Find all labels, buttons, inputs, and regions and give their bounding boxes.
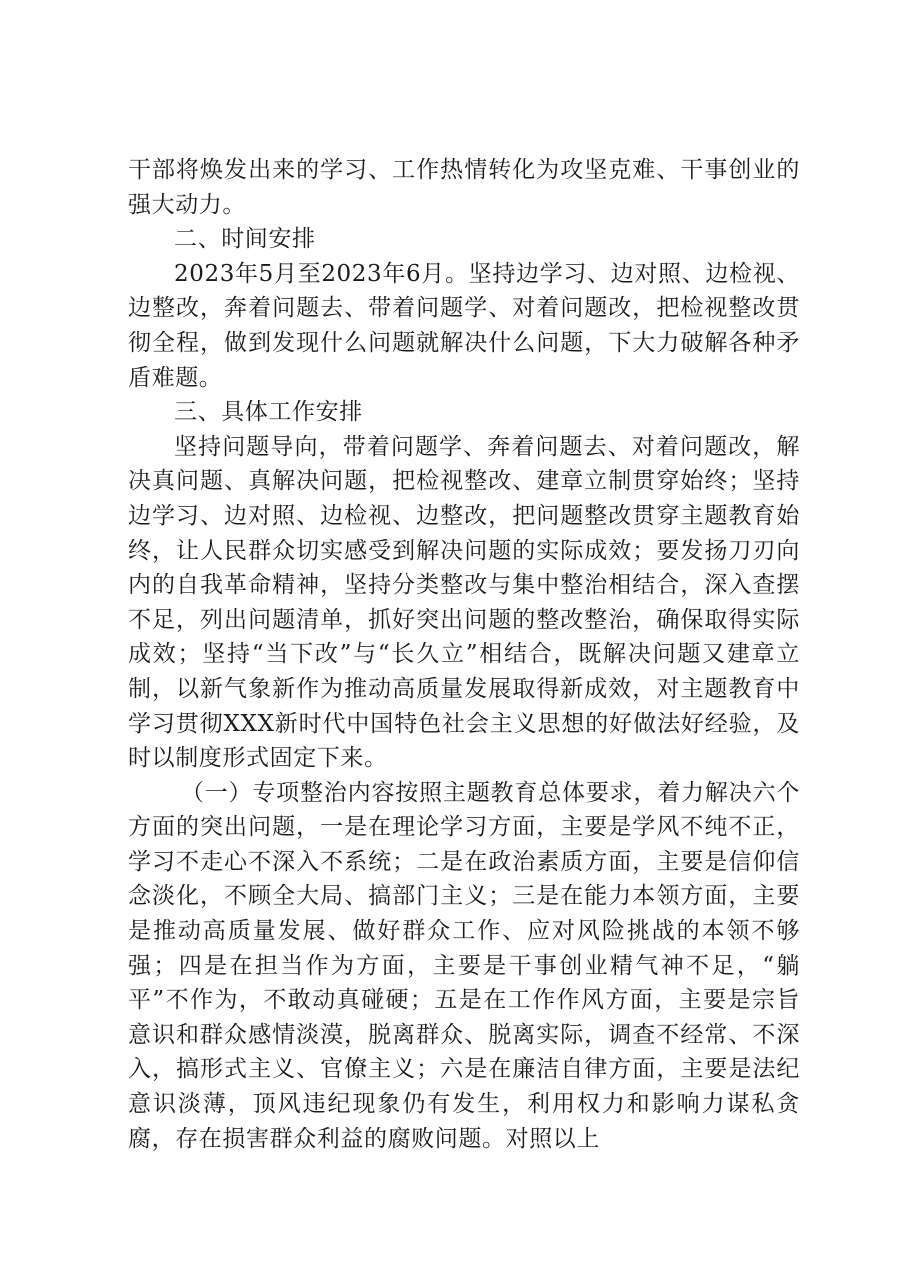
paragraph-work-arrangement: 坚持问题导向，带着问题学、奔着问题去、对着问题改，解决真问题、真解决问题，把检视整改、建章立制贯穿始终；坚持边学习、边对照、边检视、边整改，把问题整改贯穿主题教育始终，让人民群众切实感受到解决问题的实际成效；要发扬刀刃向内的自我革命精神，坚持分类整改与集中整治相结合，深入查摆不足，列出问题清单，抓好突出问题的整改整治，确保取得实际成效；坚持“当下改”与“长久立”相结合，既解决问题又建章立制，以新气象新作为推动高质量发展取得新成效，对主题教育中学习贯彻XXX新时代中国特色社会主义思想的好做法好经验，及时以制度形式固定下来。 <box>128 433 800 772</box>
document-body <box>128 153 800 1156</box>
paragraph-special-rectification: （一）专项整治内容按照主题教育总体要求，着力解决六个方面的突出问题，一是在理论学习方面，主要是学风不纯不正，学习不走心不深入不系统；二是在政治素质方面，主要是信仰信念淡化，不顾全大局、搞部门主义；三是在能力本领方面，主要是推动高质量发展、做好群众工作、应对风险挑战的本领不够强；四是在担当作为方面，主要是干事创业精气神不足，“躺平”不作为，不敢动真碰硬；五是在工作作风方面，主要是宗旨意识和群众感情淡漠，脱离群众、脱离实际，调查不经常、不深入，搞形式主义、官僚主义；六是在廉洁自律方面，主要是法纪意识淡薄，顶风违纪现象仍有发生，利用权力和影响力谋私贪腐，存在损害群众利益的腐败问题。对照以上 <box>128 779 800 1152</box>
paragraph-continued: 干部将焕发出来的学习、工作热情转化为攻坚克难、干事创业的强大动力。 <box>128 157 800 218</box>
section-heading-time-arrangement: 二、时间安排 <box>174 226 316 253</box>
paragraph-time-arrangement: 2023年5月至2023年6月。坚持边学习、边对照、边检视、边整改，奔着问题去、带着问题学、对着问题改，把检视整改贯彻全程，做到发现什么问题就解决什么问题，下大力破解各种矛盾难题。 <box>128 260 800 391</box>
section-heading-work-arrangement: 三、具体工作安排 <box>174 399 363 426</box>
